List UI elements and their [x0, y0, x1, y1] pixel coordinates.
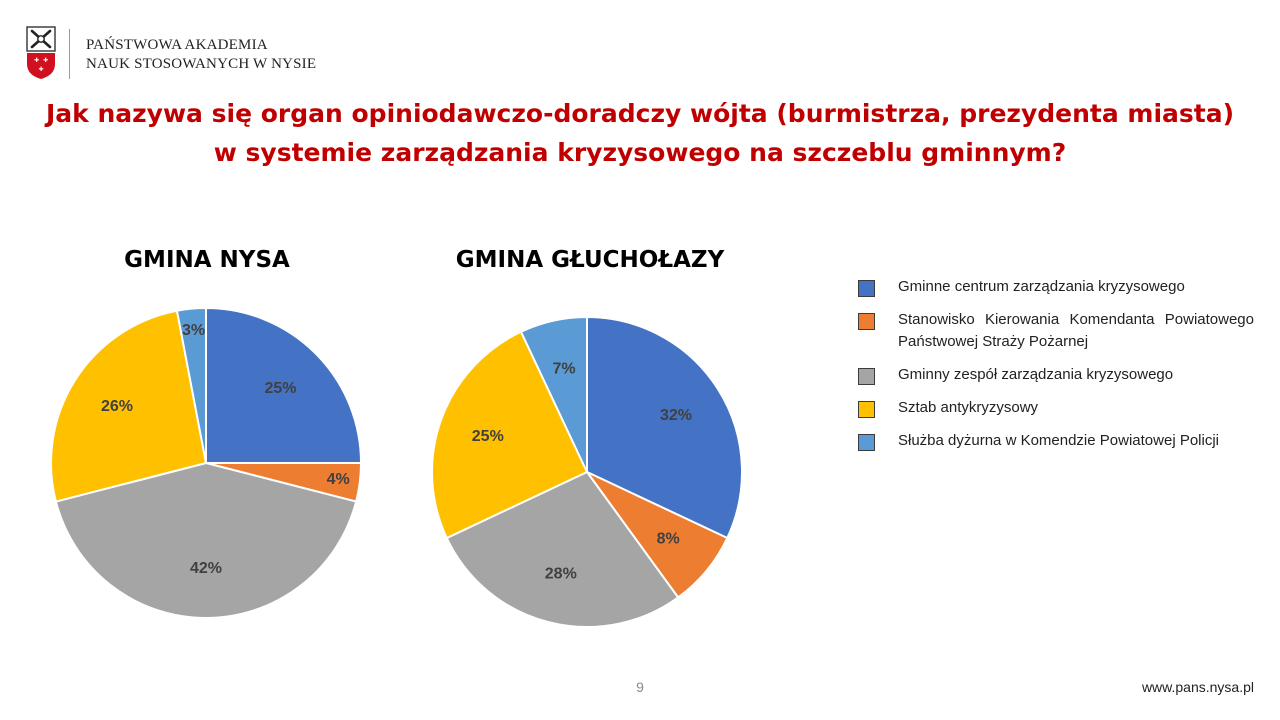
pie-chart-nysa [20, 278, 392, 650]
legend-label: Sztab antykryzysowy [898, 399, 1039, 416]
legend-swatch [858, 280, 875, 297]
pie-chart-glucholazy [400, 287, 772, 659]
pie-data-label: 25% [471, 427, 504, 445]
pie-data-label: 7% [552, 360, 576, 378]
legend-item [858, 309, 1254, 353]
legend-swatch [858, 401, 875, 418]
chart-title-glucholazy: GMINA GŁUCHOŁAZY [455, 247, 725, 273]
shield-logo-icon [26, 26, 56, 80]
pie-data-label: 42% [189, 559, 223, 577]
svg-text:✚: ✚ [34, 57, 40, 64]
legend-label: Służba dyżurna w Komendzie Powiatowej Policji [898, 432, 1219, 449]
institution-name [86, 36, 316, 74]
legend-swatch [858, 313, 875, 330]
logo-divider [69, 29, 70, 79]
pie-data-label: 32% [659, 407, 693, 424]
page-number: 9 [636, 679, 644, 695]
pie-data-label: 26% [100, 398, 134, 415]
website-url: www.pans.nysa.pl [1141, 679, 1254, 695]
institution-name-line2: NAUK STOSOWANYCH W NYSIE [86, 56, 317, 72]
institution-name-line1: PAŃSTWOWA AKADEMIA [86, 37, 268, 53]
pie-data-label: 28% [544, 565, 577, 583]
legend-label: Stanowisko Kierowania Komendanta Powiatowego Państwowej Straży Pożarnej [898, 311, 1254, 350]
chart-legend [858, 276, 1254, 463]
chart-title-nysa: GMINA NYSA [124, 247, 290, 273]
pie-data-label: 25% [264, 380, 297, 397]
svg-text:✚: ✚ [43, 57, 49, 64]
legend-label: Gminny zespół zarządzania kryzysowego [898, 366, 1174, 383]
pie-data-label: 3% [181, 321, 206, 339]
legend-item [858, 430, 1254, 452]
legend-swatch [858, 368, 875, 385]
legend-label: Gminne centrum zarządzania kryzysowego [898, 278, 1185, 295]
pie-data-label: 8% [656, 530, 680, 548]
legend-item [858, 276, 1254, 298]
svg-text:✚: ✚ [38, 66, 44, 73]
pie-data-label: 4% [326, 471, 350, 489]
slide-title: Jak nazywa się organ opiniodawczo-doradczy wójta (burmistrza, prezydenta miasta) w systemie zarządzania kryzysowego na szczeblu gminnym? [45, 99, 1235, 167]
legend-swatch [858, 434, 875, 451]
legend-item [858, 364, 1254, 386]
legend-item [858, 397, 1254, 419]
